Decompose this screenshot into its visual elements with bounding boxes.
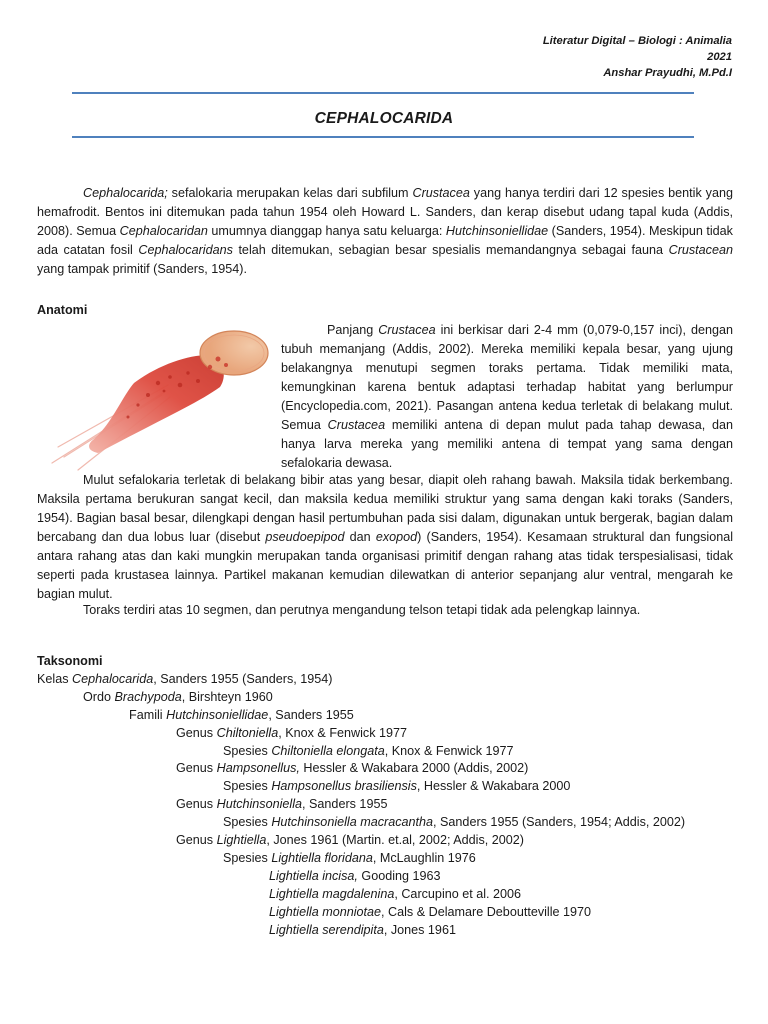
intro-paragraph: Cephalocarida; sefalokaria merupakan kelas dari subfilum Crustacea yang hanya terdiri dari 12 spesies bentik yang hemafrodit. Bentos ini ditemukan pada tahun 1954 oleh Howard L. Sanders, dan kerap disebut udang tapal kuda (Addis, 2008). Semua Cephalocaridan umumnya dianggap hanya satu keluarga: Hutchinsoniellidae (Sanders, 1954). Meskipun tidak ada catatan fosil Cephalocaridans telah ditemukan, sebagian besar spesialis memandangnya sebagai fauna Crustacean yang tampak primitif (Sanders, 1954). bbox=[37, 186, 733, 276]
taxon-row: Spesies Hutchinsoniella macracantha, Sanders 1955 (Sanders, 1954; Addis, 2002) bbox=[223, 815, 686, 830]
header-source: Literatur Digital – Biologi : Animalia bbox=[542, 35, 732, 47]
anatomi-paragraph-3: Toraks terdiri atas 10 segmen, dan perutnya mengandung telson tetapi tidak ada pelengkap lainnya. bbox=[83, 603, 641, 617]
taxon-row: Lightiella magdalenina, Carcupino et al. 2006 bbox=[269, 886, 522, 901]
title-rule-top bbox=[72, 92, 694, 94]
taxon-row: Genus Chiltoniella, Knox & Fenwick 1977 bbox=[176, 725, 408, 740]
anatomi-heading: Anatomi bbox=[37, 303, 88, 317]
taxon-row: Lightiella incisa, Gooding 1963 bbox=[269, 868, 441, 883]
taxon-row: Famili Hutchinsoniellidae, Sanders 1955 bbox=[129, 707, 354, 722]
anatomi-paragraph-2: Mulut sefalokaria terletak di belakang bibir atas yang besar, diapit oleh rahang bawah. Maksila tidak berkembang. Maksila pertama berukuran sangat kecil, dan maksila kedua memiliki struktur yang sama dengan kaki toraks (Sanders, 1954). Bagian basal besar, dilengkapi dengan hasil pertumbuhan pada sisi dalam, digunakan untuk bergerak, bagian dalam bercabang dan dua lobus luar (disebut pseudoepipod dan exopod) (Sanders, 1954). Kesamaan struktural dan fungsional antara rahang atas dan kaki mungkin merupakan tanda organisasi primitif dengan rahang atas tidak terspesialisasi, tidak seperti pada krustasea lainnya. Partikel makanan kemudian dilewatkan di anterior sepanjang alur ventral, mengarah ke bagian mulut. bbox=[37, 473, 734, 601]
taxon-row: Lightiella serendipita, Jones 1961 bbox=[269, 922, 456, 937]
cephalocarid-specimen-image bbox=[38, 325, 270, 475]
taxon-row: Spesies Chiltoniella elongata, Knox & Fenwick 1977 bbox=[223, 743, 514, 758]
header-year: 2021 bbox=[707, 51, 732, 63]
taksonomi-heading: Taksonomi bbox=[37, 654, 103, 668]
page-header bbox=[543, 33, 732, 81]
taxon-row: Spesies Hampsonellus brasiliensis, Hessler & Wakabara 2000 bbox=[223, 779, 571, 794]
taxon-row: Genus Lightiella, Jones 1961 (Martin. et.al, 2002; Addis, 2002) bbox=[176, 833, 524, 848]
header-author: Anshar Prayudhi, M.Pd.I bbox=[603, 67, 732, 79]
taxon-row: Genus Hutchinsoniella, Sanders 1955 bbox=[176, 797, 388, 812]
taksonomi-section bbox=[37, 653, 685, 940]
title-rule-bottom bbox=[72, 136, 694, 138]
anatomi-paragraph-1: Panjang Crustacea ini berkisar dari 2-4 mm (0,079-0,157 inci), dengan tubuh memanjang (Addis, 2002). Mereka memiliki kepala besar, yang ujung belakangnya menutupi segmen toraks pertama. Tidak memiliki mata, kemungkinan karena bentuk adaptasi terhadap habitat yang berlumpur (Encyclopedia.com, 2021). Pasangan antena kedua terletak di belakang mulut. Semua Crustacea memiliki antena di depan mulut pada tahap dewasa, dan hanya larva mereka yang memiliki antena di tempat yang sama dengan sefalokaria dewasa. bbox=[281, 323, 733, 470]
taxon-row: Genus Hampsonellus, Hessler & Wakabara 2000 (Addis, 2002) bbox=[176, 761, 529, 776]
taxon-row: Kelas Cephalocarida, Sanders 1955 (Sanders, 1954) bbox=[37, 671, 333, 686]
taxon-row: Lightiella monniotae, Cals & Delamare Deboutteville 1970 bbox=[269, 904, 592, 919]
taxon-row: Spesies Lightiella floridana, McLaughlin 1976 bbox=[223, 850, 476, 865]
taxon-row: Ordo Brachypoda, Birshteyn 1960 bbox=[83, 689, 273, 704]
page-title: CEPHALOCARIDA bbox=[314, 110, 454, 127]
